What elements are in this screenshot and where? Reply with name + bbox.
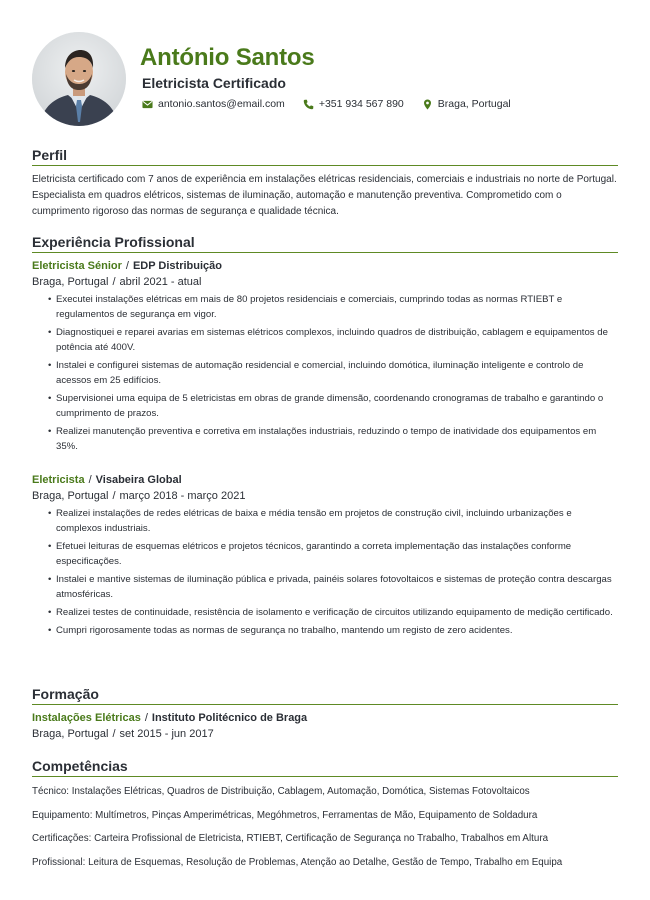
section-title-skills: Competências bbox=[32, 758, 618, 777]
email-text: antonio.santos@email.com bbox=[158, 98, 285, 110]
profile-photo bbox=[32, 32, 126, 126]
job-entry bbox=[32, 259, 618, 454]
education-meta bbox=[32, 726, 618, 742]
separator: / bbox=[112, 276, 116, 288]
skills-section bbox=[32, 758, 618, 879]
job-location: Braga, Portugal bbox=[32, 490, 109, 502]
section-title-profile: Perfil bbox=[32, 147, 618, 166]
contact-email[interactable] bbox=[142, 98, 285, 110]
skill-line: Técnico: Instalações Elétricas, Quadros de Distribuição, Cablagem, Automação, Domótica, Sistemas Fotovoltaicos bbox=[32, 786, 530, 797]
job-achievements bbox=[32, 506, 618, 638]
degree-name: Instalações Elétricas bbox=[32, 712, 141, 724]
school-name: Instituto Politécnico de Braga bbox=[151, 712, 308, 724]
resume-header bbox=[32, 0, 618, 140]
contact-phone[interactable] bbox=[303, 98, 404, 110]
education-dates: set 2015 - jun 2017 bbox=[119, 728, 214, 740]
contact-row bbox=[142, 98, 511, 110]
location-text: Braga, Portugal bbox=[437, 98, 511, 110]
candidate-role: Eletricista Certificado bbox=[142, 75, 286, 91]
section-title-education: Formação bbox=[32, 686, 618, 705]
list-item: • Instalei e configurei sistemas de automação residencial e comercial, incluindo domótica, iluminação inteligente e controlo de acessos em 25 edifícios. bbox=[48, 358, 618, 388]
education-location: Braga, Portugal bbox=[32, 728, 109, 740]
separator: / bbox=[88, 474, 92, 486]
experience-section bbox=[32, 234, 618, 641]
list-item: • Executei instalações elétricas em mais de 80 projetos residenciais e comerciais, cumprindo todas as normas RTIEBT e regulamentos de segurança em vigor. bbox=[48, 292, 618, 322]
job-entry bbox=[32, 473, 618, 638]
list-item: • Cumpri rigorosamente todas as normas de segurança no trabalho, mantendo um registo de zero acidentes. bbox=[48, 623, 618, 638]
list-item: • Efetuei leituras de esquemas elétricos e projetos técnicos, garantindo a correta implementação das instalações conforme especificações. bbox=[48, 539, 618, 569]
contact-location bbox=[422, 98, 511, 110]
separator: / bbox=[125, 260, 129, 272]
list-item: • Instalei e mantive sistemas de iluminação pública e privada, painéis solares fotovoltaicos e sistemas de proteção contra descargas atmosféricas. bbox=[48, 572, 618, 602]
job-achievements bbox=[32, 292, 618, 454]
profile-section bbox=[32, 147, 618, 220]
job-header bbox=[32, 259, 618, 274]
education-section bbox=[32, 686, 618, 742]
candidate-name: António Santos bbox=[140, 44, 315, 71]
envelope-icon bbox=[142, 99, 153, 110]
list-item: • Realizei testes de continuidade, resistência de isolamento e verificação de circuitos utilizando equipamento de medição certificado. bbox=[48, 605, 618, 620]
list-item: • Diagnostiquei e reparei avarias em sistemas elétricos complexos, incluindo quadros de distribuição, cablagem e equipamentos de potência até 400V. bbox=[48, 325, 618, 355]
job-meta bbox=[32, 488, 618, 504]
profile-summary: Eletricista certificado com 7 anos de experiência em instalações elétricas residenciais, comerciais e industriais no norte de Portugal. Especialista em quadros elétricos, sistemas de iluminação, automação e manutenção preventiva. Comprometido com o cumprimento rigoroso das normas de segurança e qualidade técnica. bbox=[32, 174, 617, 217]
phone-text: +351 934 567 890 bbox=[318, 98, 404, 110]
company-name: EDP Distribuição bbox=[132, 260, 222, 272]
separator: / bbox=[112, 728, 116, 740]
skill-line: Profissional: Leitura de Esquemas, Resolução de Problemas, Atenção ao Detalhe, Gestão de Tempo, Trabalho em Equipa bbox=[32, 856, 563, 868]
company-name: Visabeira Global bbox=[95, 474, 182, 486]
list-item: • Supervisionei uma equipa de 5 eletricistas em obras de grande dimensão, coordenando cronogramas de trabalho e garantindo o cumprimento de prazos. bbox=[48, 391, 618, 421]
list-item: • Realizei manutenção preventiva e corretiva em instalações industriais, reduzindo o tempo de inatividade dos equipamentos em 35%. bbox=[48, 424, 618, 454]
education-header bbox=[32, 711, 618, 726]
job-dates: abril 2021 - atual bbox=[119, 276, 202, 288]
job-meta bbox=[32, 274, 618, 290]
separator: / bbox=[144, 712, 148, 724]
skill-line: Certificações: Carteira Profissional de Eletricista, RTIEBT, Certificação de Segurança no Trabalho, Trabalhos em Altura bbox=[32, 833, 549, 844]
skill-line: Equipamento: Multímetros, Pinças Amperimétricas, Megóhmetros, Ferramentas de Mão, Equipamento de Soldadura bbox=[32, 809, 538, 821]
job-header bbox=[32, 473, 618, 488]
list-item: • Realizei instalações de redes elétricas de baixa e média tensão em projetos de construção civil, incluindo urbanizações e complexos industriais. bbox=[48, 506, 618, 536]
section-title-experience: Experiência Profissional bbox=[32, 234, 618, 253]
job-location: Braga, Portugal bbox=[32, 276, 109, 288]
map-pin-icon bbox=[422, 99, 433, 110]
separator: / bbox=[112, 490, 116, 502]
job-title: Eletricista bbox=[32, 474, 85, 486]
phone-icon bbox=[303, 99, 314, 110]
job-title: Eletricista Sénior bbox=[32, 260, 122, 272]
job-dates: março 2018 - março 2021 bbox=[119, 490, 246, 502]
avatar bbox=[32, 32, 126, 126]
